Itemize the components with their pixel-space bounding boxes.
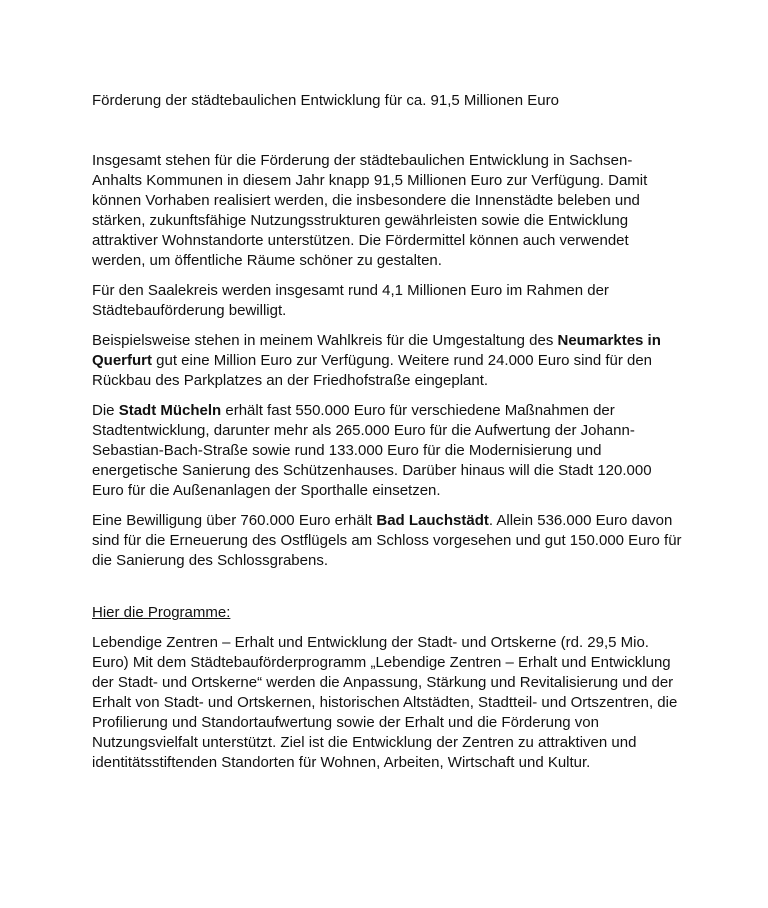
paragraph-overview: Insgesamt stehen für die Förderung der städtebaulichen Entwicklung in Sachsen-Anhalts Kommunen in diesem Jahr knapp 91,5 Millionen Euro zur Verfügung. Damit können Vorhaben realisiert werden, die insbesondere die Innenstädte beleben und stärken, zukunftsfähige Nutzungsstrukturen gewährleisten sowie die Entwicklung attraktiver Wohnstandorte unterstützen. Die Fördermittel können auch verwendet werden, um öffentliche Räume schöner zu gestalten.: [92, 152, 648, 269]
paragraph-querfurt: [92, 331, 682, 391]
paragraph-querfurt-bold: Neumarktes in Querfurt: [92, 332, 661, 369]
paragraph-saalekreis: Für den Saalekreis werden insgesamt rund 4,1 Millionen Euro im Rahmen der Städtebauförderung bewilligt.: [92, 282, 609, 319]
paragraph-bad-lauchstaedt: [92, 511, 682, 571]
paragraph-muecheln-text-before: Die: [92, 402, 119, 419]
paragraph-muecheln: [92, 401, 682, 501]
programs-heading: Hier die Programme:: [92, 604, 231, 621]
paragraph-bad-lauchstaedt-text-after: . Allein 536.000 Euro davon sind für die Erneuerung des Ostflügels am Schloss vorgesehen und gut 150.000 Euro für die Sanierung des Schlossgrabens.: [92, 512, 682, 569]
paragraph-muecheln-text-after: erhält fast 550.000 Euro für verschiedene Maßnahmen der Stadtentwicklung, darunter mehr als 265.000 Euro für die Aufwertung der Johann-Sebastian-Bach-Straße sowie rund 133.000 Euro für die Modernisierung und energetische Sanierung des Schützenhauses. Darüber hinaus will die Stadt 120.000 Euro für die Außenanlagen der Sporthalle einsetzen.: [92, 402, 652, 499]
paragraph-lebendige-zentren: Lebendige Zentren – Erhalt und Entwicklung der Stadt- und Ortskerne (rd. 29,5 Mio. Euro) Mit dem Städtebauförderprogramm „Lebendige Zentren – Erhalt und Entwicklung der Stadt- und Ortskerne“ werden die Anpassung, Stärkung und Revitalisierung und der Erhalt von Stadt- und Ortskernen, historischen Altstädten, Stadtteil- und Ortszentren, die Profilierung und Standortaufwertung sowie der Erhalt und die Förderung von Nutzungsvielfalt unterstützt. Ziel ist die Entwicklung der Zentren zu attraktiven und identitätsstiftenden Standorten für Wohnen, Arbeiten, Wirtschaft und Kultur.: [92, 634, 678, 771]
paragraph-querfurt-text-before: Beispielsweise stehen in meinem Wahlkreis für die Umgestaltung des: [92, 332, 558, 349]
document-title: Förderung der städtebaulichen Entwicklung für ca. 91,5 Millionen Euro: [92, 92, 559, 109]
document-page: [92, 91, 682, 773]
paragraph-bad-lauchstaedt-text-before: Eine Bewilligung über 760.000 Euro erhält: [92, 512, 377, 529]
paragraph-muecheln-bold: Stadt Mücheln: [118, 402, 222, 419]
paragraph-bad-lauchstaedt-bold: Bad Lauchstädt: [376, 512, 489, 529]
paragraph-querfurt-text-after: gut eine Million Euro zur Verfügung. Weitere rund 24.000 Euro sind für den Rückbau des Parkplatzes an der Friedhofstraße eingeplant.: [92, 352, 653, 389]
